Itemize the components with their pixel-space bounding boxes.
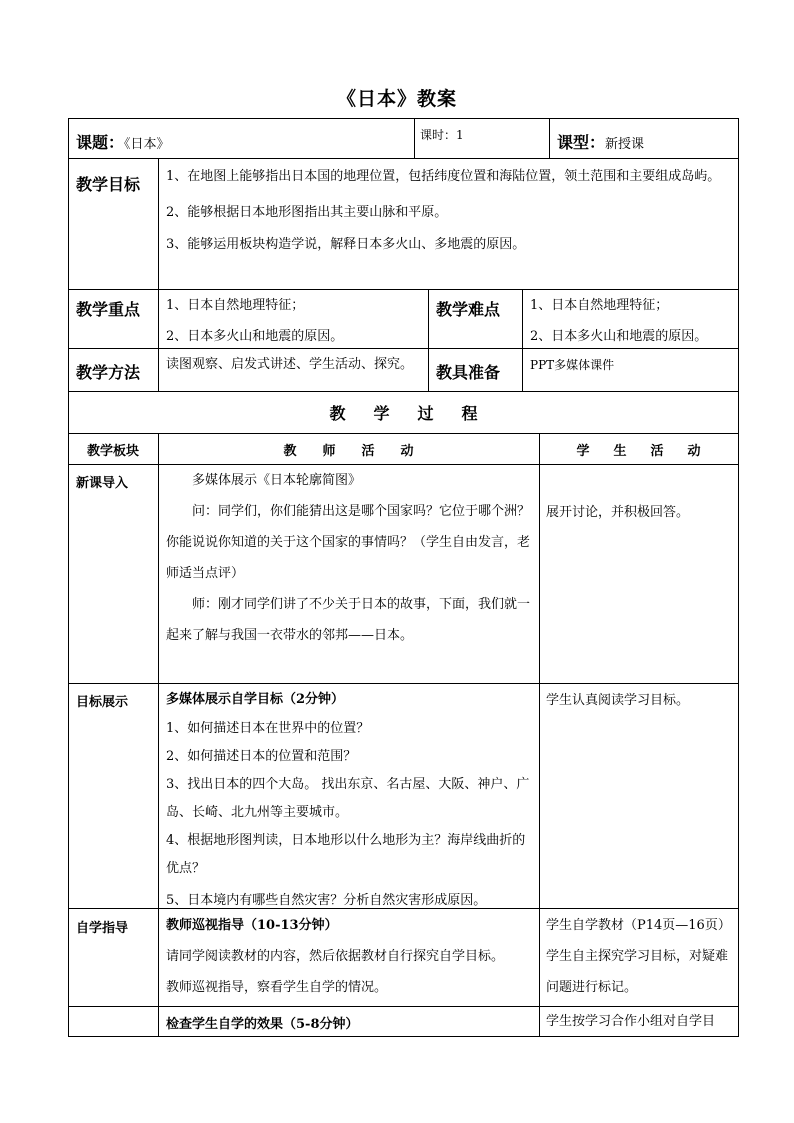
teacher-heading: 多媒体展示自学目标（2分钟） [166, 692, 345, 707]
goals-label: 教学目标 [76, 175, 141, 194]
key-list [166, 290, 424, 352]
topic-label: 课题： [76, 133, 125, 152]
col-header-teacher: 教师活动 [283, 444, 440, 459]
difficulty-label: 教学难点 [436, 300, 501, 319]
topic-value: 《日本》 [124, 137, 170, 152]
goal-item: 2、能够根据日本地形图指出其主要山脉和平原。 [166, 205, 448, 220]
process-title: 教学过程 [329, 404, 506, 423]
row-student [546, 910, 734, 1003]
row-student: 学生认真阅读学习目标。 [546, 693, 690, 708]
document-title: 《日本》教案 [336, 88, 457, 110]
row-teacher [166, 684, 534, 915]
difficulty-item: 1、日本自然地理特征； [530, 298, 669, 313]
difficulty-list [530, 290, 736, 352]
teacher-item: 5、日本境内有哪些自然灾害？分析自然灾害形成原因。 [166, 893, 487, 908]
method-label: 教学方法 [76, 363, 141, 382]
col-header-module: 教学板块 [86, 444, 139, 459]
lesson-type-cell [557, 130, 644, 153]
row-teacher [166, 465, 534, 651]
student-item: 学生自学教材（P14页—16页） [546, 918, 731, 933]
topic-cell [76, 130, 170, 153]
row-module: 新课导入 [76, 476, 129, 491]
teacher-item: 请同学阅读教材的内容，然后依据教材自行探究自学目标。 [166, 949, 505, 964]
row-student: 学生按学习合作小组对自学目 [546, 1014, 716, 1029]
key-item: 1、日本自然地理特征； [166, 298, 305, 313]
row-student: 展开讨论，并积极回答。 [546, 505, 690, 520]
key-label: 教学重点 [76, 300, 141, 319]
student-item: 学生自主探究学习目标，对疑难问题进行标记。 [546, 949, 729, 995]
teacher-paragraph: 问：同学们，你们能猜出这是哪个国家吗？它位于哪个洲？你能说说你知道的关于这个国家的事情吗？（学生自由发言，老师适当点评） [166, 504, 531, 581]
goal-item: 1、在地图上能够指出日本国的地理位置，包括纬度位置和海陆位置，领土范围和主要组成岛屿。 [166, 169, 721, 184]
goal-item: 3、能够运用板块构造学说，解释日本多火山、多地震的原因。 [166, 237, 526, 252]
tools-value: PPT多媒体课件 [530, 358, 615, 372]
teacher-paragraph: 多媒体展示《日本轮廓简图》 [192, 473, 362, 488]
lesson-type-label: 课型： [557, 133, 606, 152]
method-value: 读图观察、启发式讲述、学生活动、探究。 [166, 357, 414, 372]
teacher-heading: 检查学生自学的效果（5-8分钟） [166, 1017, 359, 1032]
teacher-item: 4、根据地形图判读，日本地形以什么地形为主？海岸线曲折的优点？ [166, 833, 526, 876]
teacher-paragraph: 师：刚才同学们讲了不少关于日本的故事，下面，我们就一起来了解与我国一衣带水的邻邦——日本。 [166, 597, 531, 643]
lesson-type-value: 新授课 [605, 137, 645, 152]
key-item: 2、日本多火山和地震的原因。 [166, 329, 344, 344]
tools-label: 教具准备 [436, 363, 501, 382]
row-module: 目标展示 [76, 695, 129, 710]
teacher-item: 教师巡视指导，察看学生自学的情况。 [166, 980, 388, 995]
teacher-item: 1、如何描述日本在世界中的位置？ [166, 721, 370, 736]
goals-list [166, 162, 734, 260]
teacher-item: 3、找出日本的四个大岛。 找出东京、名古屋、大阪、神户、广岛、长崎、北九州等主要城市。 [166, 777, 530, 820]
row-teacher [166, 910, 534, 1003]
teacher-heading: 教师巡视指导（10-13分钟） [166, 918, 338, 933]
row-module: 自学指导 [76, 921, 129, 936]
difficulty-item: 2、日本多火山和地震的原因。 [530, 329, 708, 344]
col-header-student: 学生活动 [576, 444, 725, 459]
teacher-item: 2、如何描述日本的位置和范围？ [166, 749, 357, 764]
lesson-hours: 课时：1 [420, 128, 464, 142]
